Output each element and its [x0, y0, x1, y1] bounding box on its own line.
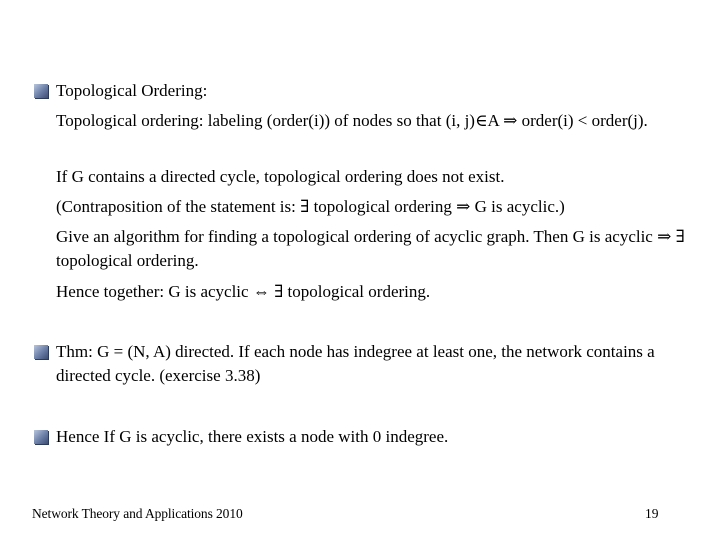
- square-bullet-icon: [34, 430, 48, 444]
- bullet-acyclic-indegree: [34, 425, 684, 449]
- conclusion-statement: Hence together: G is acyclic ⇔ ∃ topological ordering.: [56, 282, 431, 301]
- algorithm-statement: Give an algorithm for finding a topological ordering of acyclic graph. Then G is acyclic ⇒ ∃ topological ordering.: [56, 227, 685, 270]
- bullet-topological-ordering: [34, 79, 684, 103]
- definition-paragraph: Topological ordering: labeling (order(i)) of nodes so that (i, j)∈A ⇒ order(i) < order(j).: [56, 111, 648, 130]
- page-number: 19: [645, 506, 659, 521]
- footer-title: Network Theory and Applications 2010: [32, 506, 243, 521]
- theorem-text: Thm: G = (N, A) directed. If each node has indegree at least one, the network contains a directed cycle. (exercise 3.38): [56, 342, 655, 385]
- bullet-heading: Topological Ordering:: [56, 81, 208, 100]
- cycle-statement: If G contains a directed cycle, topological ordering does not exist.: [56, 167, 505, 186]
- square-bullet-icon: [34, 84, 48, 98]
- bullet-theorem: [34, 340, 684, 388]
- contraposition-statement: (Contraposition of the statement is: ∃ topological ordering ⇒ G is acyclic.): [56, 197, 565, 216]
- square-bullet-icon: [34, 345, 48, 359]
- acyclic-indegree-text: Hence If G is acyclic, there exists a node with 0 indegree.: [56, 427, 449, 446]
